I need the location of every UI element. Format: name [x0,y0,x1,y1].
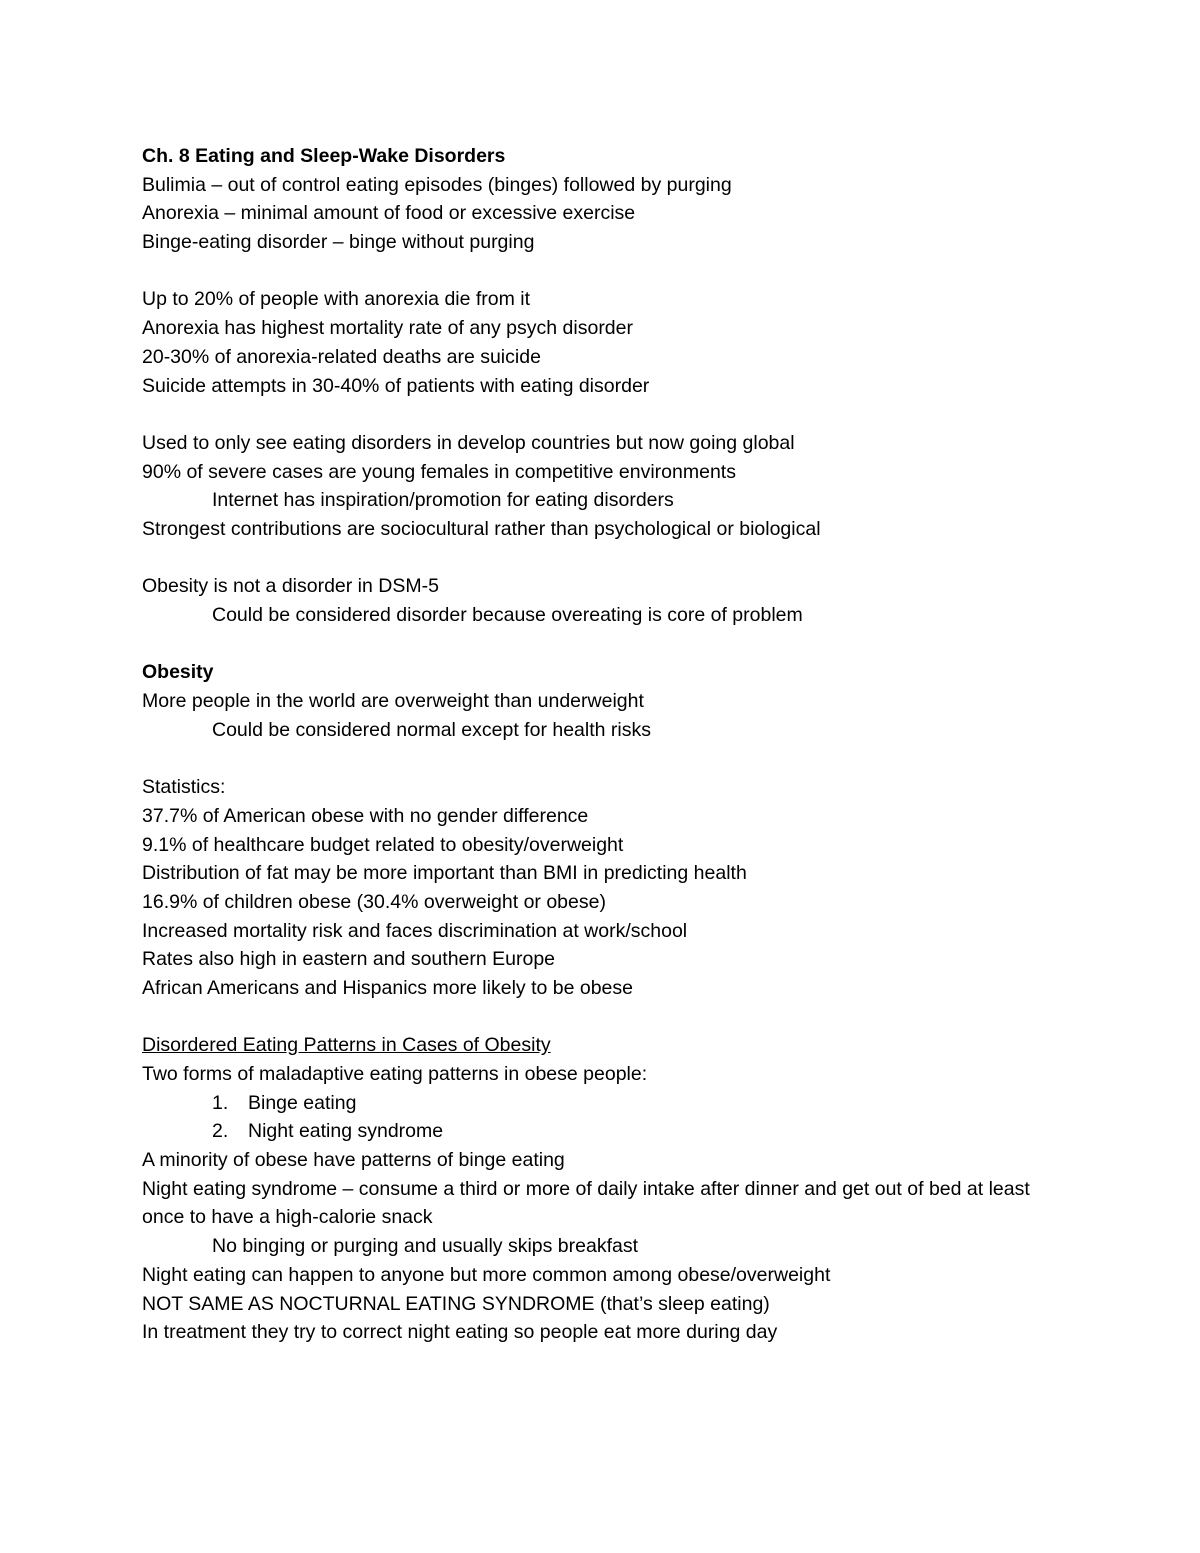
document-title: Ch. 8 Eating and Sleep-Wake Disorders [142,145,506,167]
text-line-global-1: Used to only see eating disorders in develop countries but now going global [142,431,795,454]
text-line-bulimia: Bulimia – out of control eating episodes (binges) followed by purging [142,173,732,196]
text-line-binge-eating: Binge-eating disorder – binge without purging [142,231,535,254]
text-line-night-eating: Night eating syndrome – consume a third or more of daily intake after dinner and get out of bed at least once to have a high-calorie snack [142,1177,1030,1229]
section-heading-patterns: Disordered Eating Patterns in Cases of Obesity [142,1034,551,1057]
list-item-text: Binge eating [248,1091,357,1114]
text-line-obesity-indent: Could be considered normal except for health risks [212,718,651,741]
text-line-dsm: Obesity is not a disorder in DSM-5 [142,575,439,598]
list-item [142,1089,1102,1118]
text-line-anyone: Night eating can happen to anyone but more common among obese/overweight [142,1263,831,1286]
text-line-minority: A minority of obese have patterns of binge eating [142,1149,565,1172]
text-line-anorexia: Anorexia – minimal amount of food or excessive exercise [142,202,636,225]
text-line-mortality-2: Anorexia has highest mortality rate of any psych disorder [142,317,633,340]
blank-line [142,544,1102,573]
blank-line [142,744,1102,773]
list-number: 1. [212,1091,229,1114]
stat-line: 9.1% of healthcare budget related to obesity/overweight [142,833,624,856]
text-line-mortality-4: Suicide attempts in 30-40% of patients with eating disorder [142,374,650,397]
stat-line: 37.7% of American obese with no gender difference [142,804,589,827]
document-page [142,142,1102,1347]
stat-line: Increased mortality risk and faces discrimination at work/school [142,919,688,942]
text-line-global-4: Strongest contributions are sociocultural rather than psychological or biological [142,517,821,540]
text-line-patterns-intro: Two forms of maladaptive eating patterns in obese people: [142,1063,648,1085]
stat-line: 16.9% of children obese (30.4% overweight or obese) [142,890,606,913]
blank-line [142,1003,1102,1032]
section-heading-obesity: Obesity [142,661,214,684]
text-line-dsm-indent: Could be considered disorder because overeating is core of problem [212,604,803,626]
stat-line: Distribution of fat may be more important than BMI in predicting health [142,862,747,885]
list-number: 2. [212,1120,229,1143]
section-heading-statistics: Statistics: [142,776,226,799]
blank-line [142,257,1102,286]
blank-line [142,630,1102,659]
text-line-obesity-1: More people in the world are overweight than underweight [142,690,644,713]
text-line-night-indent: No binging or purging and usually skips breakfast [212,1235,639,1258]
text-line-global-2: 90% of severe cases are young females in competitive environments [142,460,736,483]
text-line-not-same: NOT SAME AS NOCTURNAL EATING SYNDROME (that’s sleep eating) [142,1292,770,1315]
text-line-mortality-1: Up to 20% of people with anorexia die from it [142,288,531,311]
blank-line [142,400,1102,429]
text-line-treatment: In treatment they try to correct night eating so people eat more during day [142,1321,778,1344]
list-item-text: Night eating syndrome [248,1120,444,1143]
text-line-global-indent: Internet has inspiration/promotion for eating disorders [212,489,674,512]
stat-line: Rates also high in eastern and southern Europe [142,948,556,971]
list-item [142,1117,1102,1146]
text-line-mortality-3: 20-30% of anorexia-related deaths are suicide [142,345,541,368]
stat-line: African Americans and Hispanics more likely to be obese [142,976,633,999]
